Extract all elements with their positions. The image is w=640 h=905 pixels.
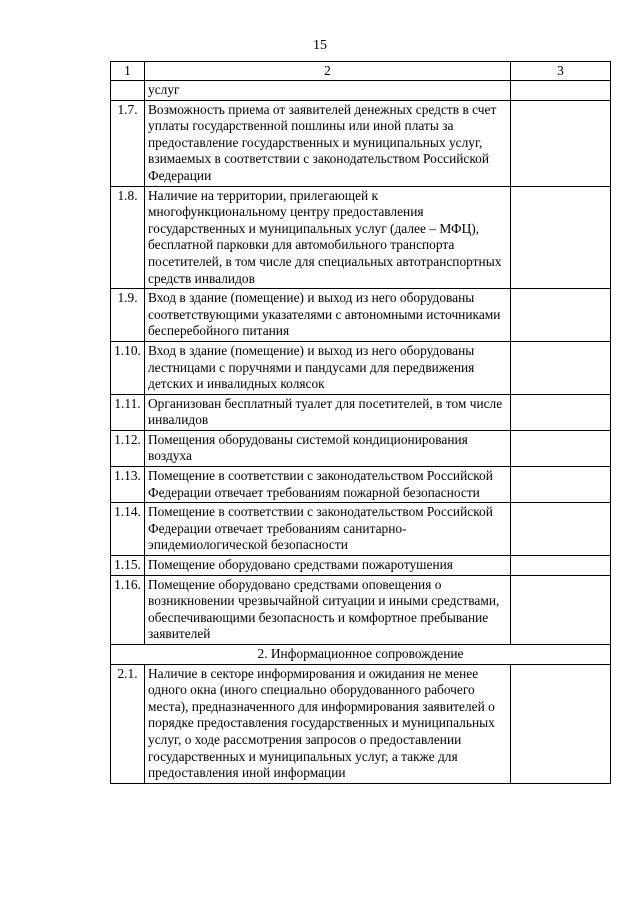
table-row: [111, 186, 611, 289]
row-value-cell: [511, 467, 611, 503]
row-number: 1.14.: [111, 503, 145, 556]
row-value-cell: [511, 394, 611, 430]
row-text: Вход в здание (помещение) и выход из него оборудованы соответствующими указателями с автономными источниками бесперебойного питания: [145, 289, 511, 342]
table-row: [111, 556, 611, 576]
row-text: Помещение в соответствии с законодательством Российской Федерации отвечает требованиям пожарной безопасности: [145, 467, 511, 503]
row-number: 1.13.: [111, 467, 145, 503]
table-row: [111, 100, 611, 186]
row-number: 1.16.: [111, 575, 145, 644]
row-number: 1.8.: [111, 186, 145, 289]
row-number: 1.15.: [111, 556, 145, 576]
header-col-2: 2: [145, 62, 511, 81]
row-number: 1.12.: [111, 430, 145, 466]
page-number: 15: [313, 38, 327, 53]
row-number: 1.11.: [111, 394, 145, 430]
row-value-cell: [511, 664, 611, 783]
row-value-cell: [511, 503, 611, 556]
row-value-cell: [511, 289, 611, 342]
table-row: [111, 430, 611, 466]
section-row: [111, 645, 611, 665]
row-value-cell: [511, 556, 611, 576]
continuation-num-cell: [111, 81, 145, 101]
row-number: 1.10.: [111, 341, 145, 394]
continuation-value-cell: [511, 81, 611, 101]
row-value-cell: [511, 100, 611, 186]
row-number: 2.1.: [111, 664, 145, 783]
row-text: Возможность приема от заявителей денежных средств в счет уплаты государственной пошлины или иной платы за предоставление государственных и муниципальных услуг, взимаемых в соответствии с законодательством Российской Федерации: [145, 100, 511, 186]
continuation-row: [111, 81, 611, 101]
row-value-cell: [511, 575, 611, 644]
row-value-cell: [511, 430, 611, 466]
row-text: Помещение оборудовано средствами пожаротушения: [145, 556, 511, 576]
table-header-row: [111, 62, 611, 81]
section-title: 2. Информационное сопровождение: [111, 645, 611, 665]
header-col-3: 3: [511, 62, 611, 81]
table-row: [111, 341, 611, 394]
continuation-text: услуг: [145, 81, 511, 101]
table-row: [111, 503, 611, 556]
table-row: [111, 575, 611, 644]
row-text: Помещения оборудованы системой кондиционирования воздуха: [145, 430, 511, 466]
row-text: Наличие на территории, прилегающей к многофункциональному центру предоставления государственных и муниципальных услуг (далее – МФЦ), бесплатной парковки для автомобильного транспорта посетителей, в том числе для специальных автотранспортных средств инвалидов: [145, 186, 511, 289]
row-text: Наличие в секторе информирования и ожидания не менее одного окна (иного специально оборудованного рабочего места), предназначенного для информирования заявителей о порядке предоставления государственных и муниципальных услуг, о ходе рассмотрения запросов о предоставлении государственных и муниципальных услуг, а также для предоставления иной информации: [145, 664, 511, 783]
table-row: [111, 664, 611, 783]
row-text: Вход в здание (помещение) и выход из него оборудованы лестницами с поручнями и пандусами для передвижения детских и инвалидных колясок: [145, 341, 511, 394]
row-number: 1.7.: [111, 100, 145, 186]
table-row: [111, 394, 611, 430]
row-text: Помещение оборудовано средствами оповещения о возникновении чрезвычайной ситуации и иными средствами, обеспечивающими безопасность и комфортное пребывание заявителей: [145, 575, 511, 644]
row-value-cell: [511, 186, 611, 289]
table-row: [111, 467, 611, 503]
row-text: Помещение в соответствии с законодательством Российской Федерации отвечает требованиям санитарно-эпидемиологической безопасности: [145, 503, 511, 556]
row-text: Организован бесплатный туалет для посетителей, в том числе инвалидов: [145, 394, 511, 430]
row-number: 1.9.: [111, 289, 145, 342]
header-col-1: 1: [111, 62, 145, 81]
criteria-table: [110, 61, 611, 784]
table-row: [111, 289, 611, 342]
row-value-cell: [511, 341, 611, 394]
